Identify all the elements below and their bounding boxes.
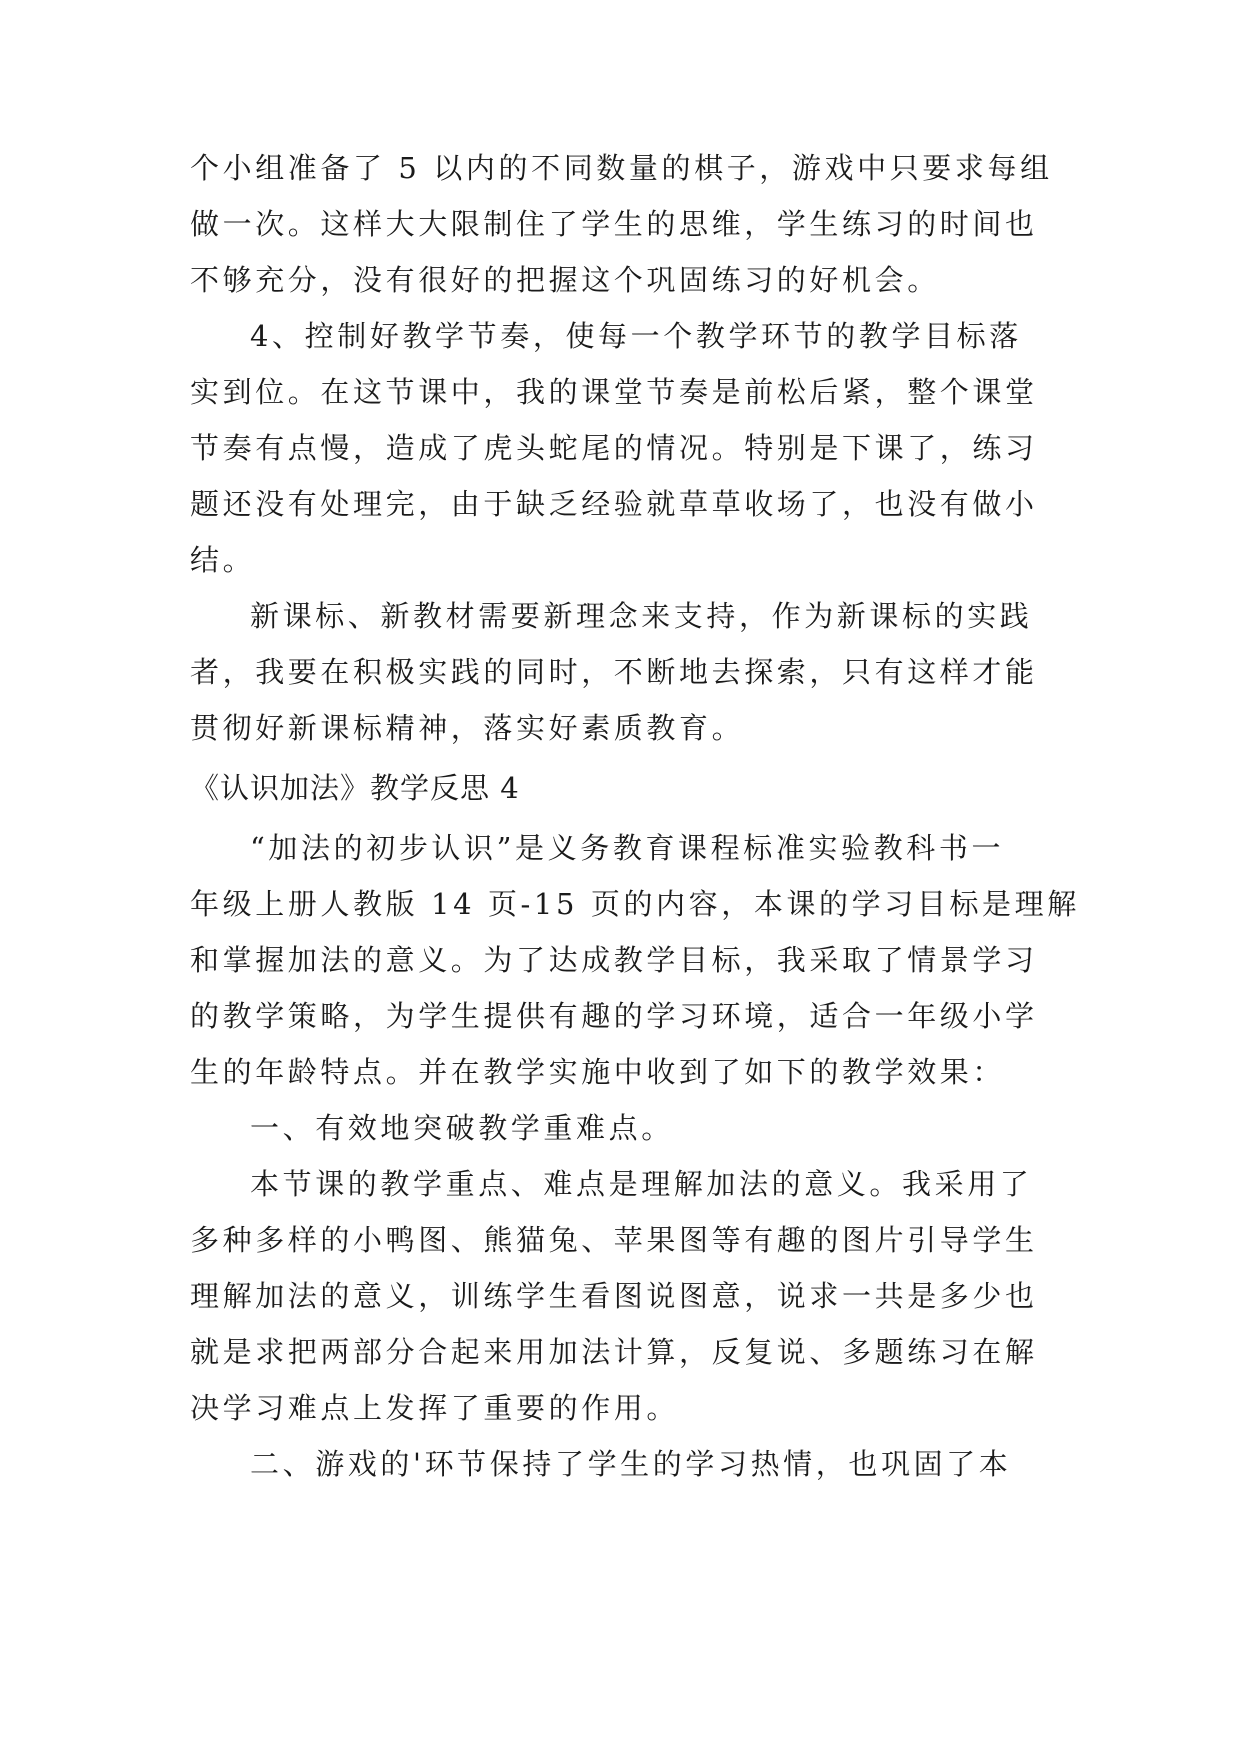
text-line: 理解加法的意义，训练学生看图说图意，说求一共是多少也	[190, 1279, 1038, 1313]
text-line: “加法的初步认识”是义务教育课程标准实验教科书一	[250, 831, 1005, 865]
text-line: 就是求把两部分合起来用加法计算，反复说、多题练习在解	[190, 1335, 1038, 1369]
section-heading: 《认识加法》教学反思 4	[190, 771, 520, 805]
text-line: 个小组准备了 5 以内的不同数量的棋子，游戏中只要求每组	[190, 151, 1053, 185]
text-line: 者，我要在积极实践的同时，不断地去探索，只有这样才能	[190, 655, 1038, 689]
text-line: 多种多样的小鸭图、熊猫兔、苹果图等有趣的图片引导学生	[190, 1223, 1038, 1257]
text-line: 生的年龄特点。并在教学实施中收到了如下的教学效果：	[190, 1055, 1006, 1089]
text-line: 实到位。在这节课中，我的课堂节奏是前松后紧，整个课堂	[190, 375, 1038, 409]
text-line: 做一次。这样大大限制住了学生的思维，学生练习的时间也	[190, 207, 1038, 241]
text-line: 年级上册人教版 14 页-15 页的内容，本课的学习目标是理解	[190, 887, 1080, 921]
text-line: 贯彻好新课标精神，落实好素质教育。	[190, 711, 745, 745]
text-line: 不够充分，没有很好的把握这个巩固练习的好机会。	[190, 263, 940, 297]
text-line: 的教学策略，为学生提供有趣的学习环境，适合一年级小学	[190, 999, 1038, 1033]
text-line: 结。	[190, 543, 256, 577]
text-line: 决学习难点上发挥了重要的作用。	[190, 1391, 680, 1425]
text-line: 4、控制好教学节奏，使每一个教学环节的教学目标落	[250, 319, 1022, 353]
text-line: 节奏有点慢，造成了虎头蛇尾的情况。特别是下课了，练习	[190, 431, 1038, 465]
text-line: 二、游戏的'环节保持了学生的学习热情，也巩固了本	[250, 1447, 1012, 1481]
text-line: 新课标、新教材需要新理念来支持，作为新课标的实践	[250, 599, 1033, 633]
text-line: 一、有效地突破教学重难点。	[250, 1111, 674, 1145]
text-line: 本节课的教学重点、难点是理解加法的意义。我采用了	[250, 1167, 1033, 1201]
text-line: 和掌握加法的意义。为了达成教学目标，我采取了情景学习	[190, 943, 1038, 977]
text-line: 题还没有处理完，由于缺乏经验就草草收场了，也没有做小	[190, 487, 1038, 521]
